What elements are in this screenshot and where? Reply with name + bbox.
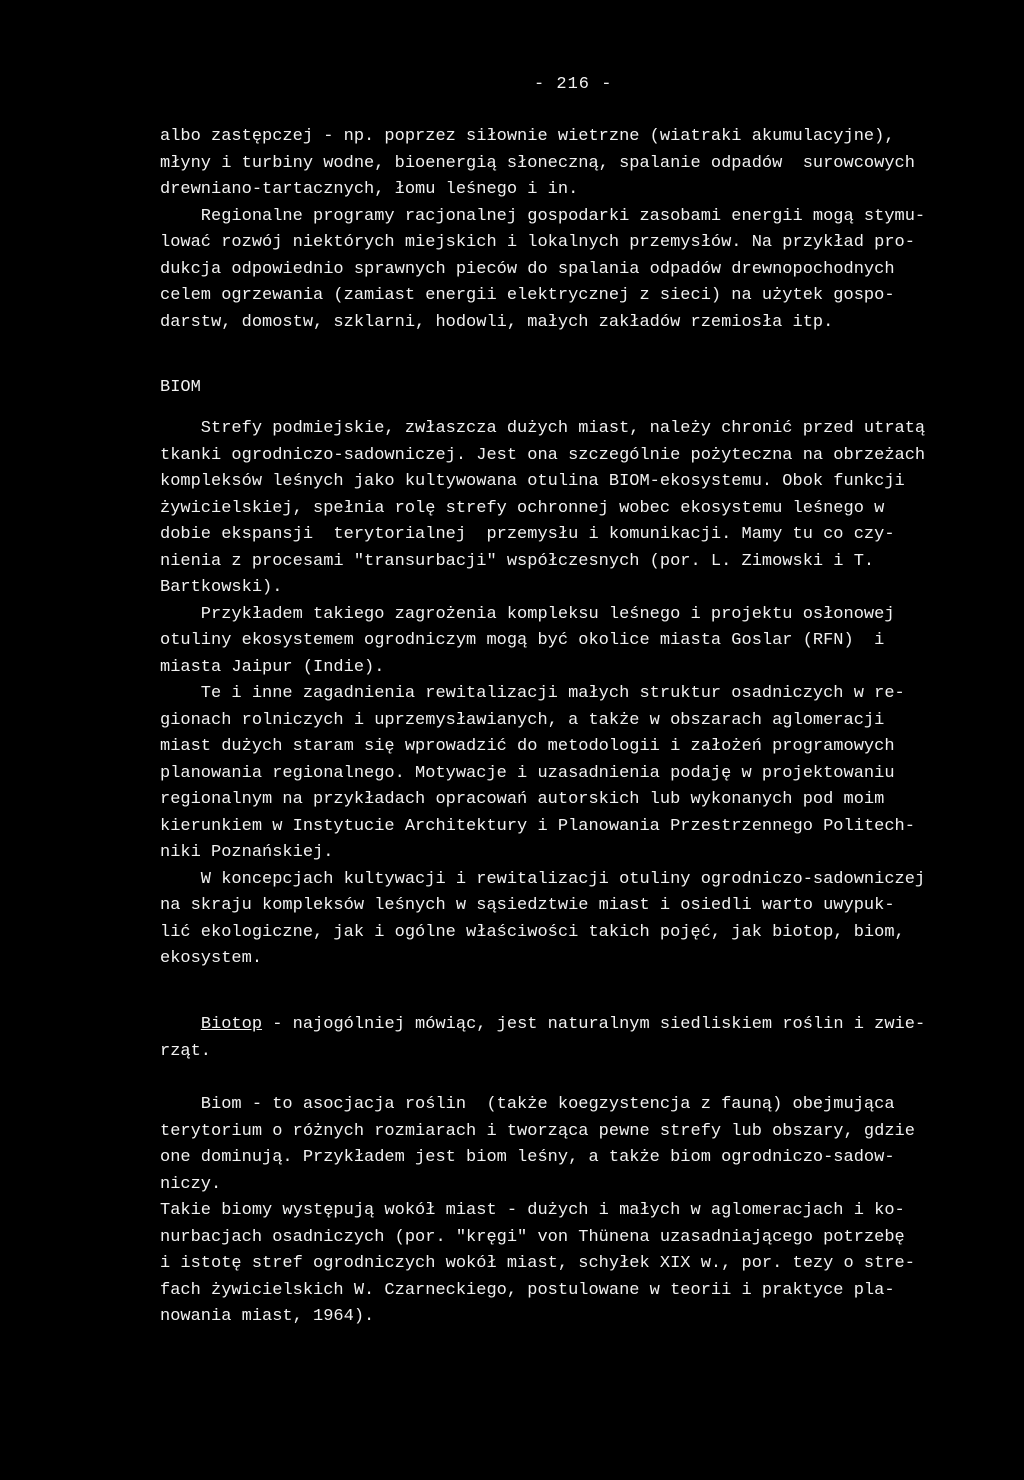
biotop-definition (160, 1012, 992, 1065)
page-number: - 216 - (534, 75, 613, 94)
biom-definition: Biom - to asocjacja roślin (także koegzystencja z fauną) obejmująca terytorium o różnych rozmiarach i tworząca pewne strefy lub obszary, gdzie one dominują. Przykładem jest biom leśny, a także biom ogrodniczo-sadow- niczy. Takie biomy występują wokół miast - dużych i małych w aglomeracjach i ko- nurbacjach osadniczych (por. "kręgi" von Thünena uzasadniającego potrzebę i istotę stref ogrodniczych wokół miast, schyłek XIX w., por. tezy o stre- fach żywicielskich W. Czarneckiego, postulowane w teorii i praktyce pla- nowania miast, 1964). (160, 1095, 915, 1326)
biom-section-body: Strefy podmiejskie, zwłaszcza dużych miast, należy chronić przed utratą tkanki ogrodniczo-sadowniczej. Jest ona szczególnie pożyteczna na obrzeżach kompleksów leśnych jako kultywowana otulina BIOM-ekosystemu. Obok funkcji żywicielskiej, spełnia rolę strefy ochronnej wobec ekosystemu leśnego w dobie ekspansji terytorialnej przemysłu i komunikacji. Mamy tu co czy- nienia z procesami "transurbacji" współczesnych (por. L. Zimowski i T. Bartkowski). Przykładem takiego zagrożenia kompleksu leśnego i projektu osłonowej otuliny ekosystemem ogrodniczym mogą być okolice miasta Goslar (RFN) i miasta Jaipur (Indie). Te i inne zagadnienia rewitalizacji małych struktur osadniczych w re- gionach rolniczych i uprzemysławianych, a także w obszarach aglomeracji miast dużych staram się wprowadzić do metodologii i założeń programowych planowania regionalnego. Motywacje i uzasadnienia podaję w projektowaniu regionalnym na przykładach opracowań autorskich lub wykonanych pod moim kierunkiem w Instytucie Architektury i Planowania Przestrzennego Politech- niki Poznańskiej. W koncepcjach kultywacji i rewitalizacji otuliny ogrodniczo-sadowniczej na skraju kompleksów leśnych w sąsiedztwie miast i osiedli warto uwypuk- lić ekologiczne, jak i ogólne właściwości takich pojęć, jak biotop, biom, ekosystem. (160, 419, 926, 968)
biotop-term: Biotop (200, 1015, 263, 1034)
intro-paragraphs: albo zastępczej - np. poprzez siłownie wietrzne (wiatraki akumulacyjne), młyny i turbiny wodne, bioenergią słoneczną, spalanie odpadów surowcowych drewniano-tartacznych, łomu leśnego i in. Regionalne programy racjonalnej gospodarki zasobami energii mogą stymu- lować rozwój niektórych miejskich i lokalnych przemysłów. Na przykład pro- dukcja odpowiednio sprawnych pieców do spalania odpadów drewnopochodnych celem ogrzewania (zamiast energii elektrycznej z sieci) na użytek gospo- darstw, domostw, szklarni, hodowli, małych zakładów rzemiosła itp. (160, 127, 926, 332)
biotop-definition-text: - najogólniej mówiąc, jest naturalnym siedliskiem roślin i zwie- (262, 1015, 926, 1034)
biotop-definition-end: rząt. (160, 1041, 212, 1061)
section-heading-biom: BIOM (160, 378, 201, 397)
